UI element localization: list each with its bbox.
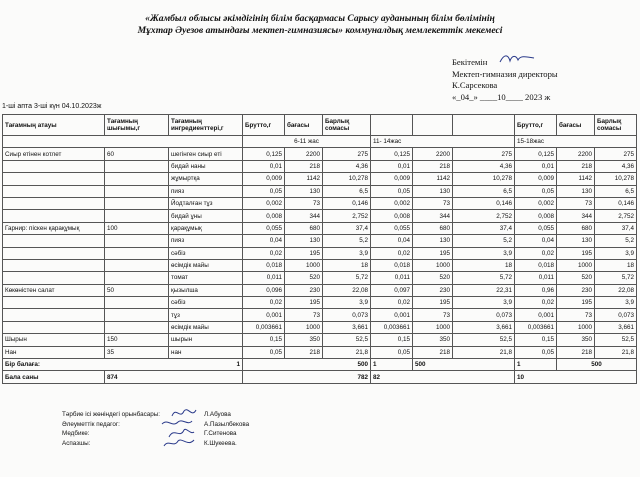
table-cell — [3, 185, 105, 197]
table-cell: 37,4 — [595, 222, 637, 234]
table-cell — [3, 210, 105, 222]
table-cell: 0,018 — [515, 259, 557, 271]
table-cell — [3, 297, 105, 309]
title-line-2: Мұхтар Әуезов атындағы мектеп-гимназиясы» коммуналдық мемлекеттік мекемесі — [137, 25, 503, 36]
table-cell: 10,278 — [453, 173, 515, 185]
table-cell: 5,2 — [453, 235, 515, 247]
table-cell: 3,661 — [595, 321, 637, 333]
table-cell: сәбіз — [169, 247, 243, 259]
table-cell — [3, 160, 105, 172]
table-cell: пияз — [169, 185, 243, 197]
table-cell: 680 — [285, 222, 323, 234]
table-cell — [105, 173, 169, 185]
table-cell: 0,125 — [371, 148, 413, 160]
table-cell: 218 — [413, 346, 453, 358]
table-row — [3, 235, 637, 247]
table-cell: 130 — [285, 235, 323, 247]
table-cell: Нан — [3, 346, 105, 358]
table-cell: 5,2 — [323, 235, 371, 247]
children-count-label: Бала саны — [3, 371, 105, 383]
approve-date: «_04_» ____10____ 2023 ж — [452, 91, 551, 102]
table-cell: 0,04 — [371, 235, 413, 247]
table-cell: 275 — [323, 148, 371, 160]
signature-name: К.Шукеева. — [204, 439, 237, 447]
approve-line-2: Мектеп-гимназия директоры — [452, 68, 558, 79]
table-cell: 275 — [453, 148, 515, 160]
table-cell: пияз — [169, 235, 243, 247]
table-row — [3, 346, 637, 358]
table-cell: 0,011 — [243, 272, 285, 284]
table-cell: 4,36 — [323, 160, 371, 172]
children-count-3: 82 — [371, 371, 515, 383]
table-cell: 5,72 — [453, 272, 515, 284]
table-cell: 0,146 — [595, 197, 637, 209]
table-cell: 0,001 — [371, 309, 413, 321]
table-cell: өсімдік майы — [169, 259, 243, 271]
table-cell: 0,05 — [243, 185, 285, 197]
table-cell: 18 — [453, 259, 515, 271]
table-cell: 21,8 — [453, 346, 515, 358]
table-cell: 0,15 — [515, 334, 557, 346]
table-cell: 18 — [595, 259, 637, 271]
per-child-total-2: 500 — [413, 359, 515, 371]
table-cell — [105, 197, 169, 209]
table-cell: 3,661 — [323, 321, 371, 333]
table-cell: 0,055 — [515, 222, 557, 234]
table-row — [3, 309, 637, 321]
table-cell: 218 — [557, 160, 595, 172]
table-cell: Сиыр етінен котлет — [3, 148, 105, 160]
table-cell: 520 — [557, 272, 595, 284]
table-row — [3, 210, 637, 222]
table-cell: 37,4 — [453, 222, 515, 234]
table-cell: 150 — [105, 334, 169, 346]
children-count-4: 10 — [515, 371, 637, 383]
table-cell: 2200 — [557, 148, 595, 160]
age-group-11-14: 11- 14жас — [371, 136, 515, 148]
table-cell: 0,097 — [371, 284, 413, 296]
table-cell — [105, 185, 169, 197]
table-cell: тұз — [169, 309, 243, 321]
table-cell: 0,125 — [243, 148, 285, 160]
per-child-count-3: 1 — [515, 359, 557, 371]
table-cell: 0,001 — [515, 309, 557, 321]
table-cell: Шырын — [3, 334, 105, 346]
table-cell: 73 — [285, 197, 323, 209]
table-cell: 3,9 — [595, 297, 637, 309]
header-cell — [413, 115, 453, 136]
table-cell: өсімдік майы — [169, 321, 243, 333]
table-cell: 1000 — [557, 259, 595, 271]
table-cell: 0,002 — [371, 197, 413, 209]
table-cell: сәбіз — [169, 297, 243, 309]
table-row — [3, 321, 637, 333]
table-cell: жұмыртқа — [169, 173, 243, 185]
table-cell: 195 — [285, 297, 323, 309]
table-cell: 0,008 — [371, 210, 413, 222]
table-cell: 2,752 — [453, 210, 515, 222]
table-cell: 73 — [285, 309, 323, 321]
table-cell: 5,72 — [595, 272, 637, 284]
table-cell: 130 — [557, 185, 595, 197]
table-cell: 22,08 — [323, 284, 371, 296]
table-cell: 0,02 — [243, 247, 285, 259]
per-child-count-2: 1 — [371, 359, 413, 371]
table-cell: 1142 — [557, 173, 595, 185]
table-cell: 37,4 — [323, 222, 371, 234]
children-count-2: 782 — [243, 371, 371, 383]
table-cell: 2200 — [285, 148, 323, 160]
table-cell: 5,72 — [323, 272, 371, 284]
table-cell: нан — [169, 346, 243, 358]
table-cell: 520 — [413, 272, 453, 284]
table-cell: 344 — [557, 210, 595, 222]
table-row — [3, 334, 637, 346]
table-cell: 52,5 — [323, 334, 371, 346]
table-cell — [105, 321, 169, 333]
table-cell — [105, 160, 169, 172]
signature-label: Аспазшы: — [62, 439, 91, 447]
table-cell: 0,073 — [323, 309, 371, 321]
table-cell — [105, 235, 169, 247]
week-day-date: 1-ші апта 3-ші күн 04.10.2023ж — [2, 103, 102, 110]
table-cell — [3, 272, 105, 284]
table-cell — [105, 210, 169, 222]
children-count-1: 874 — [105, 371, 243, 383]
table-cell: 195 — [413, 297, 453, 309]
table-cell: 230 — [285, 284, 323, 296]
table-cell: 275 — [595, 148, 637, 160]
document-title — [0, 13, 640, 37]
table-cell — [105, 247, 169, 259]
table-cell: 0,001 — [243, 309, 285, 321]
menu-table — [2, 114, 637, 384]
table-cell: 0,96 — [515, 284, 557, 296]
table-cell: 350 — [413, 334, 453, 346]
table-cell: 5,2 — [595, 235, 637, 247]
per-child-total-1: 500 — [243, 359, 371, 371]
table-cell: 680 — [557, 222, 595, 234]
header-cell: Тағамның шығымы,г — [105, 115, 169, 136]
table-cell: 0,009 — [515, 173, 557, 185]
table-cell: томат — [169, 272, 243, 284]
table-cell: 52,5 — [453, 334, 515, 346]
table-cell: шырын — [169, 334, 243, 346]
signature-name: А.Пазылбекова — [204, 420, 250, 428]
table-cell: 18 — [323, 259, 371, 271]
table-cell — [105, 309, 169, 321]
table-cell: 4,36 — [595, 160, 637, 172]
director-signature — [498, 52, 536, 66]
table-cell: 0,02 — [515, 247, 557, 259]
table-row — [3, 272, 637, 284]
table-cell: 0,01 — [371, 160, 413, 172]
header-cell: Брутто,г — [515, 115, 557, 136]
table-cell: 0,055 — [371, 222, 413, 234]
table-cell: 0,002 — [243, 197, 285, 209]
table-cell: 0,018 — [243, 259, 285, 271]
signature-scribble-4 — [162, 436, 196, 450]
table-cell: 230 — [557, 284, 595, 296]
table-cell: 1000 — [285, 321, 323, 333]
table-cell: 1000 — [557, 321, 595, 333]
table-cell: 0,073 — [453, 309, 515, 321]
table-cell: 218 — [413, 160, 453, 172]
table-cell — [105, 272, 169, 284]
table-cell: 4,36 — [453, 160, 515, 172]
signatures-block — [62, 410, 250, 448]
per-child-total-3: 500 — [557, 359, 637, 371]
table-cell: 73 — [557, 197, 595, 209]
table-cell: 60 — [105, 148, 169, 160]
table-cell: 2,752 — [595, 210, 637, 222]
table-cell: 0,02 — [371, 247, 413, 259]
table-cell: қызылша — [169, 284, 243, 296]
table-row — [3, 173, 637, 185]
menu-table-body — [3, 148, 637, 359]
table-cell: 195 — [413, 247, 453, 259]
table-cell: 0,146 — [453, 197, 515, 209]
table-cell: 0,009 — [243, 173, 285, 185]
per-child-label: Бір балаға: 1 — [3, 359, 243, 371]
table-row — [3, 160, 637, 172]
header-cell: бағасы — [285, 115, 323, 136]
table-cell: 0,05 — [243, 346, 285, 358]
table-cell: 22,08 — [595, 284, 637, 296]
approval-block — [452, 57, 558, 103]
table-cell: 195 — [557, 247, 595, 259]
table-cell: 130 — [557, 235, 595, 247]
table-cell: 21,8 — [323, 346, 371, 358]
table-cell: Йодталған тұз — [169, 197, 243, 209]
table-cell: 10,278 — [595, 173, 637, 185]
table-cell: 2,752 — [323, 210, 371, 222]
table-cell: 0,003661 — [371, 321, 413, 333]
table-cell: 3,9 — [453, 247, 515, 259]
table-cell — [3, 259, 105, 271]
table-cell: 0,002 — [515, 197, 557, 209]
table-cell: 0,05 — [371, 346, 413, 358]
table-cell — [3, 309, 105, 321]
table-cell: 130 — [413, 235, 453, 247]
table-cell — [3, 247, 105, 259]
table-cell: 10,278 — [323, 173, 371, 185]
table-cell: 680 — [413, 222, 453, 234]
table-cell: 50 — [105, 284, 169, 296]
table-cell: 6,5 — [323, 185, 371, 197]
table-cell: 218 — [285, 346, 323, 358]
table-cell: 3,9 — [595, 247, 637, 259]
table-cell: 1142 — [413, 173, 453, 185]
table-cell: 6,5 — [595, 185, 637, 197]
table-cell: 0,003661 — [243, 321, 285, 333]
header-cell — [453, 115, 515, 136]
table-cell: 1142 — [285, 173, 323, 185]
table-cell: 0,02 — [515, 297, 557, 309]
table-cell — [3, 321, 105, 333]
table-cell: 0,009 — [371, 173, 413, 185]
table-cell: бидай наны — [169, 160, 243, 172]
table-row — [3, 222, 637, 234]
table-cell: 0,018 — [371, 259, 413, 271]
table-cell: 0,125 — [515, 148, 557, 160]
table-cell — [3, 173, 105, 185]
table-cell: 0,003661 — [515, 321, 557, 333]
table-cell: 0,04 — [515, 235, 557, 247]
table-cell: 100 — [105, 222, 169, 234]
table-cell: 73 — [413, 309, 453, 321]
table-cell: 0,011 — [515, 272, 557, 284]
table-cell: 0,008 — [243, 210, 285, 222]
table-cell: қарақұмық — [169, 222, 243, 234]
table-cell: 0,146 — [323, 197, 371, 209]
approve-line-3: К.Сарсекова — [452, 80, 498, 90]
table-cell: 21,8 — [595, 346, 637, 358]
table-cell: 130 — [285, 185, 323, 197]
per-child-row — [3, 359, 637, 371]
table-cell: 0,096 — [243, 284, 285, 296]
table-cell: 520 — [285, 272, 323, 284]
table-cell: 0,15 — [371, 334, 413, 346]
signature-name: Г.Ситенова — [204, 430, 237, 438]
table-cell: 230 — [413, 284, 453, 296]
table-cell — [105, 259, 169, 271]
table-cell: 0,011 — [371, 272, 413, 284]
table-cell: 130 — [413, 185, 453, 197]
table-cell: 195 — [285, 247, 323, 259]
table-cell: шегінген сиыр еті — [169, 148, 243, 160]
table-cell: 0,008 — [515, 210, 557, 222]
table-row — [3, 284, 637, 296]
header-cell — [371, 115, 413, 136]
signature-name: Л.Абуова — [204, 411, 231, 418]
table-cell: 218 — [285, 160, 323, 172]
table-cell: 52,5 — [595, 334, 637, 346]
table-cell: 350 — [557, 334, 595, 346]
signature-label: Тәрбие ісі жөніндегі орынбасары: — [62, 411, 161, 418]
table-cell: 3,9 — [323, 247, 371, 259]
table-cell: 2200 — [413, 148, 453, 160]
signature-label: Медбике: — [62, 430, 90, 438]
table-cell: 1000 — [285, 259, 323, 271]
table-cell: 0,055 — [243, 222, 285, 234]
table-cell: 0,01 — [515, 160, 557, 172]
age-group-15-18: 15-18жас — [515, 136, 637, 148]
table-cell: Гарнир: піскен қарақұмық — [3, 222, 105, 234]
table-cell: 35 — [105, 346, 169, 358]
table-row — [3, 297, 637, 309]
header-cell: бағасы — [557, 115, 595, 136]
table-row — [3, 247, 637, 259]
table-cell: 1000 — [413, 321, 453, 333]
header-cell: Тағамның атауы — [3, 115, 105, 136]
table-cell: 0,05 — [515, 185, 557, 197]
title-line-1: «Жамбыл облысы әкімдігінің білім басқармасы Сарысу ауданының білім бөлімінің — [145, 13, 495, 24]
children-count-row — [3, 371, 637, 383]
approve-line-1: Бекітемін — [452, 57, 488, 67]
age-group-6-11: 6-11 жас — [243, 136, 371, 148]
table-cell: 73 — [413, 197, 453, 209]
table-cell: 0,01 — [243, 160, 285, 172]
header-cell: Барлық сомасы — [323, 115, 371, 136]
table-cell: 0,15 — [243, 334, 285, 346]
table-cell: 3,9 — [323, 297, 371, 309]
header-cell: Барлық сомасы — [595, 115, 637, 136]
table-row — [3, 185, 637, 197]
table-cell: 218 — [557, 346, 595, 358]
table-cell: 6,5 — [453, 185, 515, 197]
table-cell: 195 — [557, 297, 595, 309]
table-cell — [3, 197, 105, 209]
table-cell: 0,05 — [371, 185, 413, 197]
table-cell: 3,661 — [453, 321, 515, 333]
table-cell: 0,02 — [371, 297, 413, 309]
table-cell — [105, 297, 169, 309]
table-cell: 344 — [413, 210, 453, 222]
table-cell: Көкөністен салат — [3, 284, 105, 296]
header-cell: Брутто,г — [243, 115, 285, 136]
age-group-row — [3, 136, 637, 148]
table-cell: 0,073 — [595, 309, 637, 321]
header-cell: Тағамның ингредиенттері,г — [169, 115, 243, 136]
table-row — [3, 259, 637, 271]
table-cell: 73 — [557, 309, 595, 321]
table-cell: 344 — [285, 210, 323, 222]
table-row — [3, 148, 637, 160]
table-cell: 3,9 — [453, 297, 515, 309]
table-cell: 0,05 — [515, 346, 557, 358]
header-row — [3, 115, 637, 136]
signature-label: Әлеуметтік педагог: — [62, 420, 120, 428]
table-cell: 0,02 — [243, 297, 285, 309]
table-cell: 22,31 — [453, 284, 515, 296]
table-cell: 0,04 — [243, 235, 285, 247]
table-cell: 350 — [285, 334, 323, 346]
table-cell: бидай ұны — [169, 210, 243, 222]
table-row — [3, 197, 637, 209]
table-cell: 1000 — [413, 259, 453, 271]
table-cell — [3, 235, 105, 247]
